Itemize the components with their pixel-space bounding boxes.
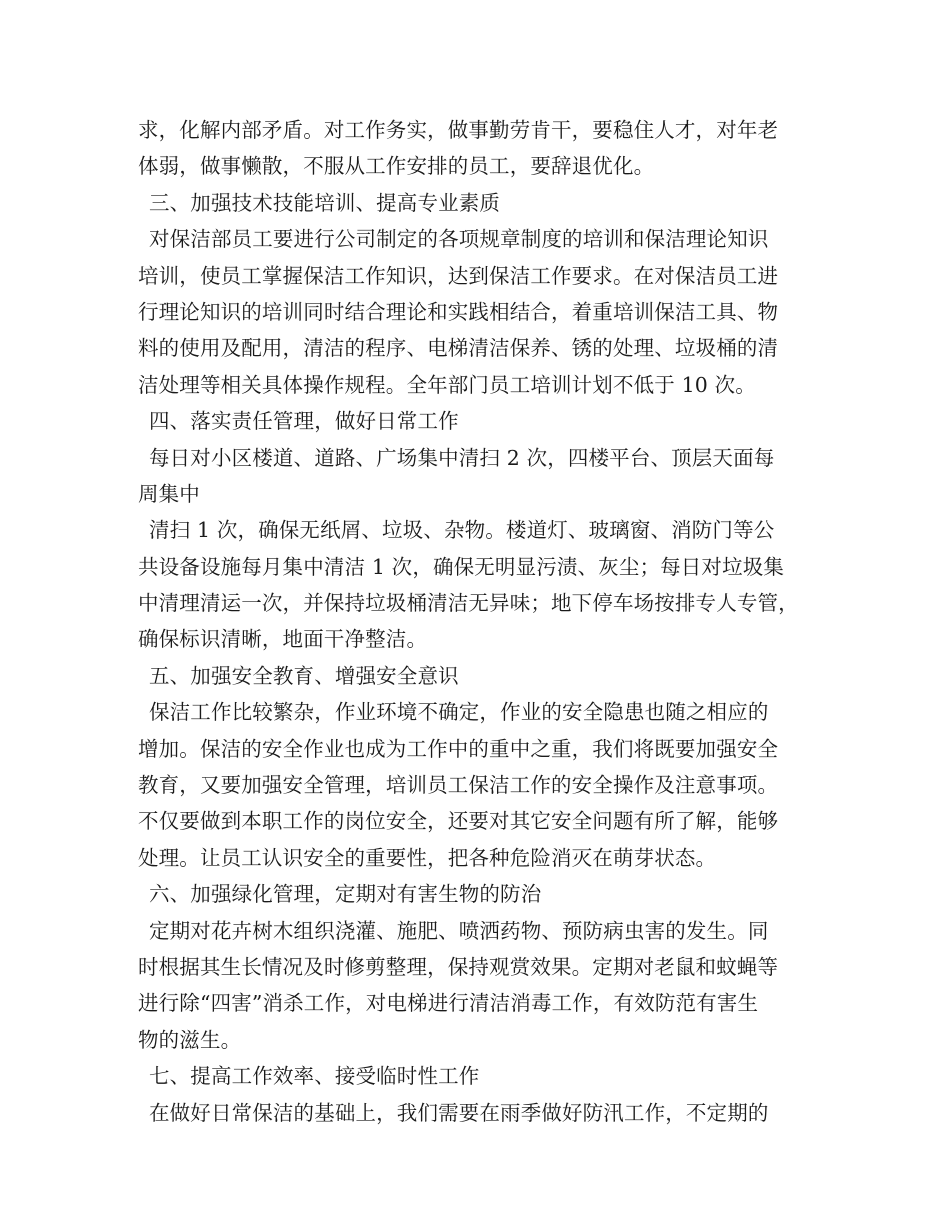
- text-line: 培训，使员工掌握保洁工作知识，达到保洁工作要求。在对保洁员工进: [138, 263, 779, 288]
- text-line: 求，化解内部矛盾。对工作务实，做事勤劳肯干，要稳住人才，对年老: [138, 118, 779, 142]
- text-line: 七、提高工作效率、接受临时性工作: [149, 1064, 480, 1089]
- text-line: 每日对小区楼道、道路、广场集中清扫 2 次，四楼平台、顶层天面每: [149, 445, 775, 470]
- text-line: 六、加强绿化管理，定期对有害生物的防治: [149, 882, 542, 907]
- text-line: 三、加强技术技能培训、提高专业素质: [149, 190, 501, 215]
- document-page: [138, 112, 828, 1131]
- text-line: 共设备设施每月集中清洁 1 次，确保无明显污渍、灰尘；每日对垃圾集: [138, 554, 785, 579]
- text-line: 定期对花卉树木组织浇灌、施肥、喷洒药物、预防病虫害的发生。同: [149, 918, 769, 943]
- text-line: 中清理清运一次，并保持垃圾桶清洁无异味；地下停车场按排专人专管，: [138, 591, 799, 616]
- text-line: 增加。保洁的安全作业也成为工作中的重中之重，我们将既要加强安全: [138, 736, 779, 761]
- text-line: 清扫 1 次，确保无纸屑、垃圾、杂物。楼道灯、玻璃窗、消防门等公: [149, 518, 775, 543]
- text-line: 确保标识清晰，地面干净整洁。: [138, 627, 428, 652]
- text-line: 洁处理等相关具体操作规程。全年部门员工培训计划不低于 10 次。: [138, 372, 756, 397]
- text-line: 行理论知识的培训同时结合理论和实践相结合，着重培训保洁工具、物: [138, 299, 779, 324]
- text-line: 时根据其生长情况及时修剪整理，保持观赏效果。定期对老鼠和蚊蝇等: [138, 954, 779, 979]
- text-line: 进行除“四害”消杀工作，对电梯进行清洁消毒工作，有效防范有害生: [138, 991, 759, 1016]
- text-line: 在做好日常保洁的基础上，我们需要在雨季做好防汛工作，不定期的: [149, 1100, 769, 1125]
- text-line: 教育，又要加强安全管理，培训员工保洁工作的安全操作及注意事项。: [138, 773, 779, 798]
- text-line: 处理。让员工认识安全的重要性，把各种危险消灭在萌芽状态。: [138, 845, 717, 870]
- text-line: 料的使用及配用，清洁的程序、电梯清洁保养、锈的处理、垃圾桶的清: [138, 336, 779, 361]
- text-line: 四、落实责任管理，做好日常工作: [149, 409, 459, 434]
- text-line: 周集中: [138, 481, 200, 506]
- text-line: 五、加强安全教育、增强安全意识: [149, 663, 459, 688]
- text-line: 对保洁部员工要进行公司制定的各项规章制度的培训和保洁理论知识: [149, 227, 769, 252]
- text-line: 体弱，做事懒散，不服从工作安排的员工，要辞退优化。: [138, 154, 655, 179]
- text-line: 不仅要做到本职工作的岗位安全，还要对其它安全问题有所了解，能够: [138, 809, 779, 834]
- text-line: 保洁工作比较繁杂，作业环境不确定，作业的安全隐患也随之相应的: [149, 700, 769, 725]
- text-line: 物的滋生。: [138, 1027, 242, 1052]
